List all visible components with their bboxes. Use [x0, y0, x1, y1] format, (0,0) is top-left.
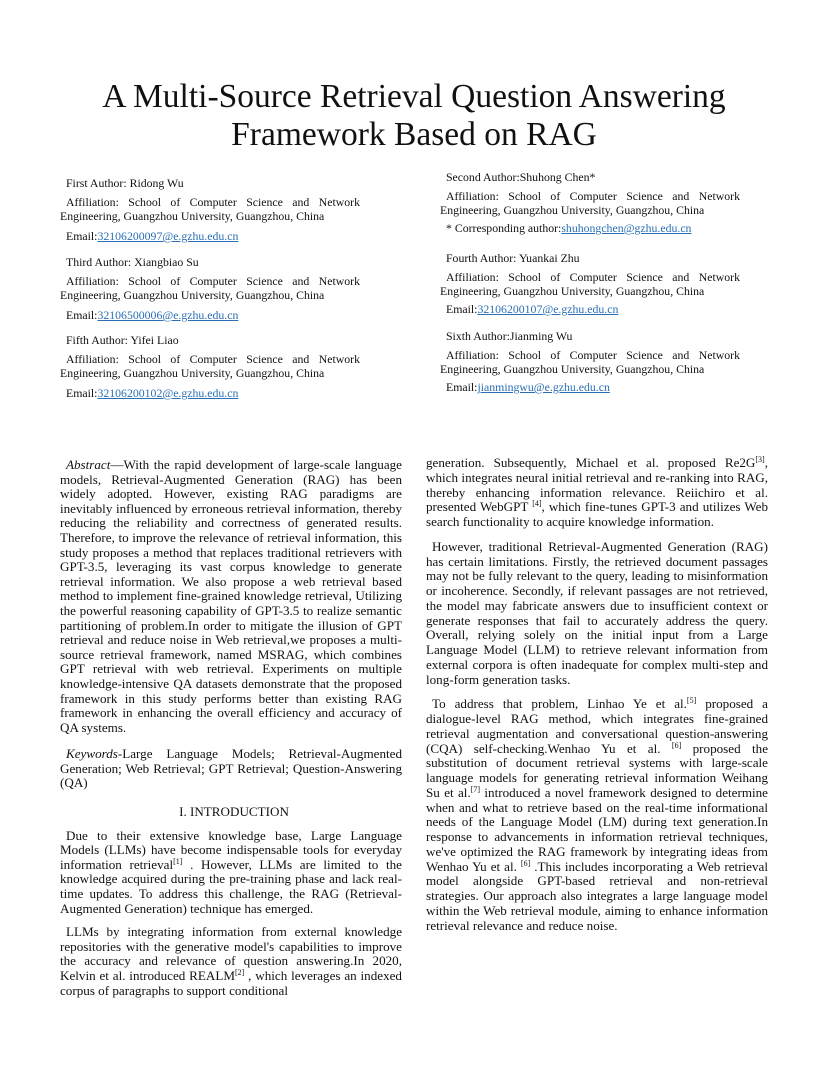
author-name: Fifth Author: Yifei Liao	[66, 333, 179, 347]
paragraph-text: Due to their extensive knowledge base, Large Language Models (LLMs) have become indispensable tools for everyday information retrieval	[60, 827, 402, 872]
author-email-link[interactable]: 32106500006@e.gzhu.edu.cn	[97, 307, 239, 322]
author-affiliation: Affiliation: School of Computer Science and Network Engineering, Guangzhou University, Guangzhou, China	[60, 195, 360, 223]
author-affiliation: Affiliation: School of Computer Science and Network Engineering, Guangzhou University, Guangzhou, China	[440, 270, 740, 298]
author-name: Second Author:Shuhong Chen*	[446, 170, 596, 184]
intro-paragraph-4	[426, 697, 768, 933]
author-block-fourth	[440, 252, 740, 316]
paragraph-text: . However, LLMs are limited to the knowledge acquired during the pre-training phase and lack real-time updates. To address this challenge, the RAG (Retrieval-Augmented Generation) technique has emerged.	[60, 856, 402, 916]
citation-ref: [2]	[234, 968, 245, 977]
paragraph-text: LLMs by integrating information from external knowledge repositories with the generative model's capabilities to improve the accuracy and relevance of question answering.In 2020, Kelvin et al. introduced REALM	[60, 924, 402, 983]
author-email-link[interactable]: 32106200107@e.gzhu.edu.cn	[477, 301, 619, 316]
intro-paragraph-1	[60, 829, 402, 917]
paragraph-text: , which fine-tunes GPT-3 and utilizes Web search functionality to acquire knowledge information.	[426, 499, 768, 529]
intro-paragraph-3: However, traditional Retrieval-Augmented Generation (RAG) has certain limitations. Firstly, the retrieved document passages may not be fully relevant to the query, leading to misinformation or incoherence. Secondly, if relevant passages are not retrieved, the model may fabricate answers due to insufficient context or generate responses that fail to accurately address the query. Overall, relying solely on the initial input from a Large Language Model (LLM) to retrieve relevant information from external corpora is often inadequate for complex multi-step and long-form generation tasks.	[426, 538, 768, 687]
author-email-link[interactable]: shuhongchen@gzhu.edu.cn	[561, 220, 692, 235]
author-email-link[interactable]: 32106200097@e.gzhu.edu.cn	[97, 228, 239, 243]
citation-ref: [6]	[671, 740, 682, 750]
keywords	[60, 747, 402, 791]
author-name: Sixth Author:Jianming Wu	[446, 329, 573, 343]
corresponding-label: * Corresponding author:	[446, 220, 562, 235]
keywords-label: Keywords	[66, 746, 118, 762]
citation-ref: [7]	[470, 784, 481, 794]
paragraph-text: proposed a dialogue-level RAG method, which integrates fine-grained retrieval augmentation and conversational question-answering (CQA) self-checking.Wenhao Yu et al.	[426, 696, 768, 756]
author-affiliation: Affiliation: School of Computer Science and Network Engineering, Guangzhou University, Guangzhou, China	[440, 348, 740, 376]
email-label: Email:	[446, 379, 478, 394]
author-block-fifth	[60, 334, 360, 400]
author-email-link[interactable]: 32106200102@e.gzhu.edu.cn	[97, 385, 239, 400]
paragraph-text: , which integrates neural initial retrieval and re-ranking into RAG, thereby enhancing information relevance. Reiichiro et al. presented WebGPT	[426, 455, 768, 515]
title-line-1: A Multi-Source Retrieval Question Answering	[102, 78, 726, 115]
abstract	[60, 458, 402, 735]
paragraph-text: introduced a novel framework designed to determine when and what to retrieve based on the real-time informational needs of the Language Model (LM) during text generation.In response to advancements in information retrieval techniques, we've optimized the RAG framework by integrating ideas from Wenhao Yu et al.	[426, 784, 768, 874]
abstract-label: Abstract	[66, 457, 111, 472]
paragraph-text: , which leverages an indexed corpus of paragraphs to support conditional	[60, 968, 402, 998]
author-email-link[interactable]: jianmingwu@e.gzhu.edu.cn	[477, 379, 610, 394]
intro-paragraph-2	[60, 925, 402, 998]
author-affiliation: Affiliation: School of Computer Science and Network Engineering, Guangzhou University, Guangzhou, China	[60, 352, 360, 380]
email-label: Email:	[66, 385, 98, 400]
abstract-text: —With the rapid development of large-scale language models, Retrieval-Augmented Generation (RAG) has been widely adopted. However, existing RAG paradigms are inevitably influenced by erroneous retrieval information, thereby reducing the reliability and correctness of generated results. Therefore, to improve the relevance of retrieval information, this study proposes a method that replaces traditional retrievers with GPT-3.5, leveraging its vast corpus knowledge to generate retrieval information. We also propose a web retrieval based method to implement fine-grained knowledge retrieval, Utilizing the powerful reasoning capability of GPT-3.5 to realize semantic partitioning of problem.In order to mitigate the illusion of GPT retrieval and reduce noise in Web retrieval,we proposes a multi-source retrieval framework, named MSRAG, which combines GPT retrieval with web retrieval. Experiments on multiple knowledge-intensive QA datasets demonstrate that the proposed framework in this study performs better than existing RAG framework in enhancing the overall efficiency and accuracy of QA systems.	[60, 457, 402, 735]
email-label: Email:	[66, 307, 98, 322]
paragraph-text: To address that problem, Linhao Ye et al.	[432, 696, 687, 712]
author-affiliation: Affiliation: School of Computer Science and Network Engineering, Guangzhou University, Guangzhou, China	[440, 189, 740, 217]
intro-paragraph-2-continued	[426, 456, 768, 530]
author-name: Third Author: Xiangbiao Su	[66, 255, 199, 269]
author-affiliation: Affiliation: School of Computer Science and Network Engineering, Guangzhou University, Guangzhou, China	[60, 274, 360, 302]
email-label: Email:	[66, 228, 98, 243]
author-name: Fourth Author: Yuankai Zhu	[446, 251, 580, 265]
author-block-third	[60, 256, 360, 322]
paragraph-text: .This includes incorporating a Web retrieval model alongside GPT-based retrieval and non-retrieval strategies. Our approach also integrates a large language model within the Web retrieval module, aiming to enhance information retrieval relevance and reduce noise.	[426, 858, 768, 933]
citation-ref: [4]	[532, 499, 542, 509]
paragraph-text: generation. Subsequently, Michael et al. proposed Re2G	[426, 455, 756, 470]
author-name: First Author: Ridong Wu	[66, 176, 184, 190]
author-block-second	[440, 171, 740, 235]
citation-ref: [3]	[755, 455, 765, 464]
right-column	[426, 456, 768, 933]
author-block-first	[60, 177, 360, 243]
author-block-sixth	[440, 330, 740, 394]
paper-title	[60, 78, 768, 154]
section-heading-introduction: I. INTRODUCTION	[179, 804, 289, 820]
title-line-2: Framework Based on RAG	[231, 116, 597, 153]
citation-ref: [5]	[686, 696, 697, 706]
citation-ref: [1]	[173, 856, 183, 866]
left-column	[60, 458, 402, 998]
email-label: Email:	[446, 301, 478, 316]
citation-ref: [6]	[520, 858, 531, 868]
paragraph-text: proposed the substitution of document retrieval systems with large-scale language models for generating retrieval information Weihang Su et al.	[426, 740, 769, 800]
keywords-text: -Large Language Models; Retrieval-Augmented Generation; Web Retrieval; GPT Retrieval; Question-Answering (QA)	[60, 746, 402, 791]
